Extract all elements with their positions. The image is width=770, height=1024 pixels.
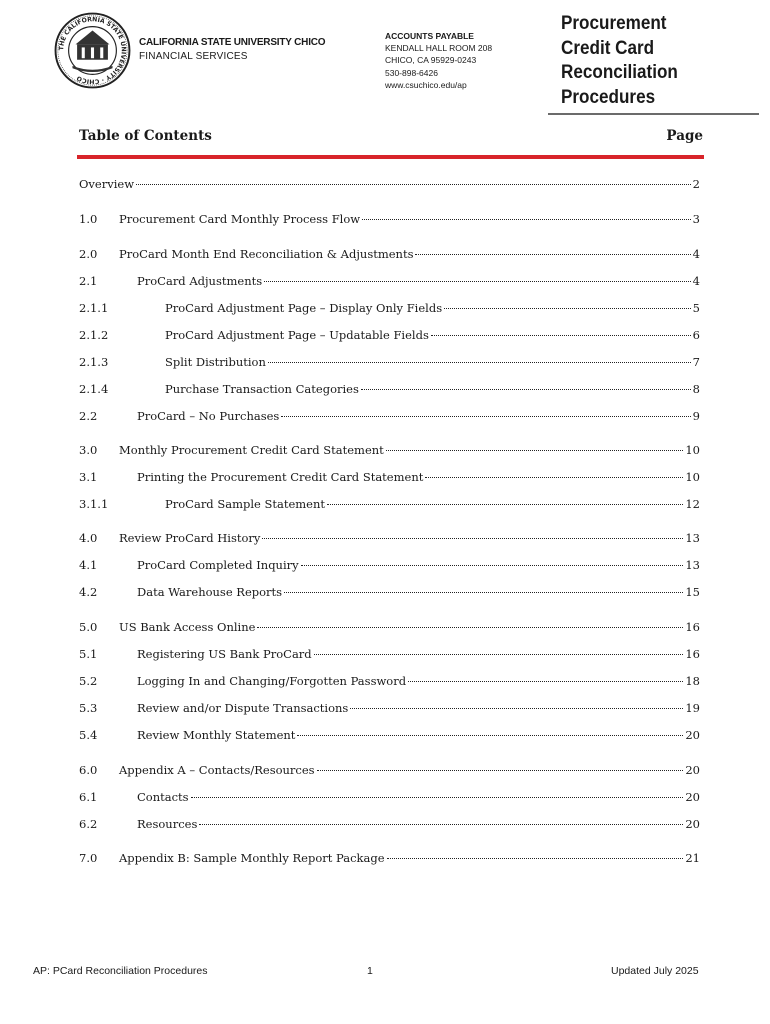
toc-entry-title[interactable]: ProCard Adjustments (137, 274, 263, 288)
toc-entry-title[interactable]: ProCard Adjustment Page – Display Only Fields (165, 301, 443, 315)
toc-entry-page: 13 (685, 558, 700, 572)
toc-entry-page: 4 (692, 274, 700, 288)
footer-updated: Updated July 2025 (611, 965, 699, 977)
toc-entry-page: 20 (685, 728, 700, 742)
footer-page-number: 1 (367, 965, 373, 977)
toc-entry-title[interactable]: ProCard – No Purchases (137, 409, 280, 423)
toc-entry-title[interactable]: Resources (137, 817, 198, 831)
toc-entry-title[interactable]: Procurement Card Monthly Process Flow (119, 212, 361, 226)
toc-entry-number: 6.2 (79, 817, 98, 831)
toc-entry-page: 2 (692, 177, 700, 191)
toc-dot-leader (350, 708, 683, 709)
toc-entry-title[interactable]: Split Distribution (165, 355, 266, 369)
toc-entry[interactable] (79, 851, 700, 869)
toc-dot-leader (268, 362, 691, 363)
toc-entry[interactable] (79, 409, 700, 427)
toc-entry[interactable] (79, 674, 700, 692)
toc-entry-page: 5 (692, 301, 700, 315)
toc-entry-number: 2.1.1 (79, 301, 109, 315)
toc-entry-number: 6.0 (79, 763, 98, 777)
toc-entry-number: 3.0 (79, 443, 98, 457)
toc-entry[interactable] (79, 701, 700, 719)
toc-entry[interactable] (79, 177, 700, 195)
toc-entry-page: 16 (685, 647, 700, 661)
toc-entry-title[interactable]: Contacts (137, 790, 189, 804)
toc-entry[interactable] (79, 531, 700, 549)
toc-entry[interactable] (79, 443, 700, 461)
toc-entry-page: 20 (685, 790, 700, 804)
office-address-line: KENDALL HALL ROOM 208 (385, 43, 493, 54)
toc-entry-page: 15 (685, 585, 700, 599)
toc-dot-leader (386, 450, 684, 451)
org-department: FINANCIAL SERVICES (139, 51, 248, 62)
toc-dot-leader (431, 335, 691, 336)
toc-entry-title[interactable]: Logging In and Changing/Forgotten Password (137, 674, 407, 688)
toc-dot-leader (262, 538, 683, 539)
toc-entry[interactable] (79, 328, 700, 346)
toc-entry-number: 2.1 (79, 274, 98, 288)
toc-dot-leader (387, 858, 684, 859)
toc-entry-page: 10 (685, 443, 700, 457)
toc-entry-title[interactable]: Appendix A – Contacts/Resources (119, 763, 315, 777)
toc-entry-number: 5.3 (79, 701, 98, 715)
toc-dot-leader (281, 416, 690, 417)
toc-entry-page: 19 (685, 701, 700, 715)
svg-text:THE CALIFORNIA STATE UNIVERSIT: THE CALIFORNIA STATE UNIVERSITY · CHICO (58, 16, 127, 85)
toc-entry-page: 9 (692, 409, 700, 423)
document-title-line: Procedures (561, 86, 656, 108)
toc-dot-leader (297, 735, 683, 736)
toc-dot-leader (362, 219, 691, 220)
toc-entry[interactable] (79, 212, 700, 230)
toc-dot-leader (415, 254, 690, 255)
toc-entry-title[interactable]: US Bank Access Online (119, 620, 256, 634)
toc-entry-number: 5.2 (79, 674, 98, 688)
toc-dot-leader (301, 565, 684, 566)
toc-dot-leader (257, 627, 683, 628)
toc-dot-leader (425, 477, 683, 478)
toc-entry-number: 5.1 (79, 647, 98, 661)
toc-entry-page: 10 (685, 470, 700, 484)
toc-entry-number: 3.1.1 (79, 497, 109, 511)
toc-entry-title[interactable]: Printing the Procurement Credit Card Statement (137, 470, 424, 484)
toc-entry[interactable] (79, 247, 700, 265)
toc-entry-number: 2.0 (79, 247, 98, 261)
seal-icon (54, 12, 131, 89)
toc-entry-page: 18 (685, 674, 700, 688)
document-title-line: Procurement (561, 13, 667, 34)
document-title (561, 12, 678, 110)
toc-entry-title[interactable]: ProCard Adjustment Page – Updatable Fields (165, 328, 429, 342)
office-block (385, 30, 492, 91)
toc-dot-leader (444, 308, 691, 309)
toc-red-divider (77, 155, 704, 159)
footer-left: AP: PCard Reconciliation Procedures (33, 965, 208, 977)
toc-entry[interactable] (79, 763, 700, 781)
toc-dot-leader (361, 389, 691, 390)
toc-entry[interactable] (79, 647, 700, 665)
toc-entry-page: 8 (692, 382, 700, 396)
toc-entry-title[interactable]: ProCard Completed Inquiry (137, 558, 299, 572)
toc-dot-leader (199, 824, 683, 825)
office-website: www.csuchico.edu/ap (385, 79, 467, 90)
toc-entry-page: 12 (685, 497, 700, 511)
toc-entry-page: 20 (685, 817, 700, 831)
document-title-line: Credit Card (561, 37, 655, 59)
toc-entry-number: 2.1.3 (79, 355, 109, 369)
toc-entry-title[interactable]: Monthly Procurement Credit Card Statement (119, 443, 384, 457)
office-phone: 530-898-6426 (385, 67, 438, 78)
toc-entry[interactable] (79, 620, 700, 638)
toc-page-heading: Page (666, 128, 703, 144)
toc-entry-title[interactable]: Registering US Bank ProCard (137, 647, 312, 661)
office-city-line: CHICO, CA 95929-0243 (385, 55, 477, 66)
toc-entry-number: 4.2 (79, 585, 98, 599)
toc-entry[interactable] (79, 301, 700, 319)
org-block (139, 37, 325, 62)
toc-entry-title[interactable]: Review Monthly Statement (137, 728, 296, 742)
toc-dot-leader (314, 654, 684, 655)
toc-entry[interactable] (79, 497, 700, 515)
toc-entry[interactable] (79, 382, 700, 400)
header-divider (548, 113, 759, 115)
toc-entry-title[interactable]: Review ProCard History (119, 531, 261, 545)
toc-entry-title[interactable]: ProCard Sample Statement (165, 497, 325, 511)
toc-entry-number: 4.1 (79, 558, 98, 572)
toc-entry-number: 6.1 (79, 790, 98, 804)
toc-entry[interactable] (79, 558, 700, 576)
toc-entry-number: 2.2 (79, 409, 98, 423)
toc-entry[interactable] (79, 470, 700, 488)
toc-entry-page: 6 (692, 328, 700, 342)
toc-entry-page: 16 (685, 620, 700, 634)
toc-entry-title[interactable]: Overview (79, 177, 135, 191)
toc-entry-number: 7.0 (79, 851, 98, 865)
toc-entry[interactable] (79, 274, 700, 292)
toc-entry-number: 4.0 (79, 531, 98, 545)
toc-entry-title[interactable]: ProCard Month End Reconciliation & Adjustments (119, 247, 414, 261)
toc-entry-number: 3.1 (79, 470, 98, 484)
toc-entry-title[interactable]: Purchase Transaction Categories (165, 382, 359, 396)
toc-entry-page: 3 (692, 212, 700, 226)
toc-entry-page: 21 (685, 851, 700, 865)
toc-dot-leader (408, 681, 683, 682)
toc-entry-page: 7 (692, 355, 700, 369)
toc-entry-page: 20 (685, 763, 700, 777)
toc-entry[interactable] (79, 728, 700, 746)
office-title: ACCOUNTS PAYABLE (385, 31, 474, 41)
toc-entry-number: 5.4 (79, 728, 98, 742)
toc-dot-leader (136, 184, 691, 185)
toc-entry-number: 2.1.4 (79, 382, 109, 396)
toc-dot-leader (284, 592, 683, 593)
toc-entry-page: 4 (692, 247, 700, 261)
toc-entry-page: 13 (685, 531, 700, 545)
org-name: CALIFORNIA STATE UNIVERSITY CHICO (139, 37, 326, 48)
toc-entry-title[interactable]: Review and/or Dispute Transactions (137, 701, 349, 715)
document-title-line: Reconciliation (561, 62, 678, 83)
toc-header (79, 128, 703, 144)
toc-dot-leader (191, 797, 684, 798)
toc-entry-number: 2.1.2 (79, 328, 109, 342)
toc-entry-title[interactable]: Data Warehouse Reports (137, 585, 283, 599)
toc-entry[interactable] (79, 817, 700, 835)
toc-entry-title[interactable]: Appendix B: Sample Monthly Report Package (119, 851, 385, 865)
toc-entry[interactable] (79, 585, 700, 603)
toc-entry-number: 5.0 (79, 620, 98, 634)
toc-entry-number: 1.0 (79, 212, 98, 226)
toc-heading: Table of Contents (79, 128, 212, 144)
toc-dot-leader (264, 281, 691, 282)
toc-entry[interactable] (79, 355, 700, 373)
toc-dot-leader (327, 504, 683, 505)
toc-dot-leader (317, 770, 684, 771)
toc-entry[interactable] (79, 790, 700, 808)
